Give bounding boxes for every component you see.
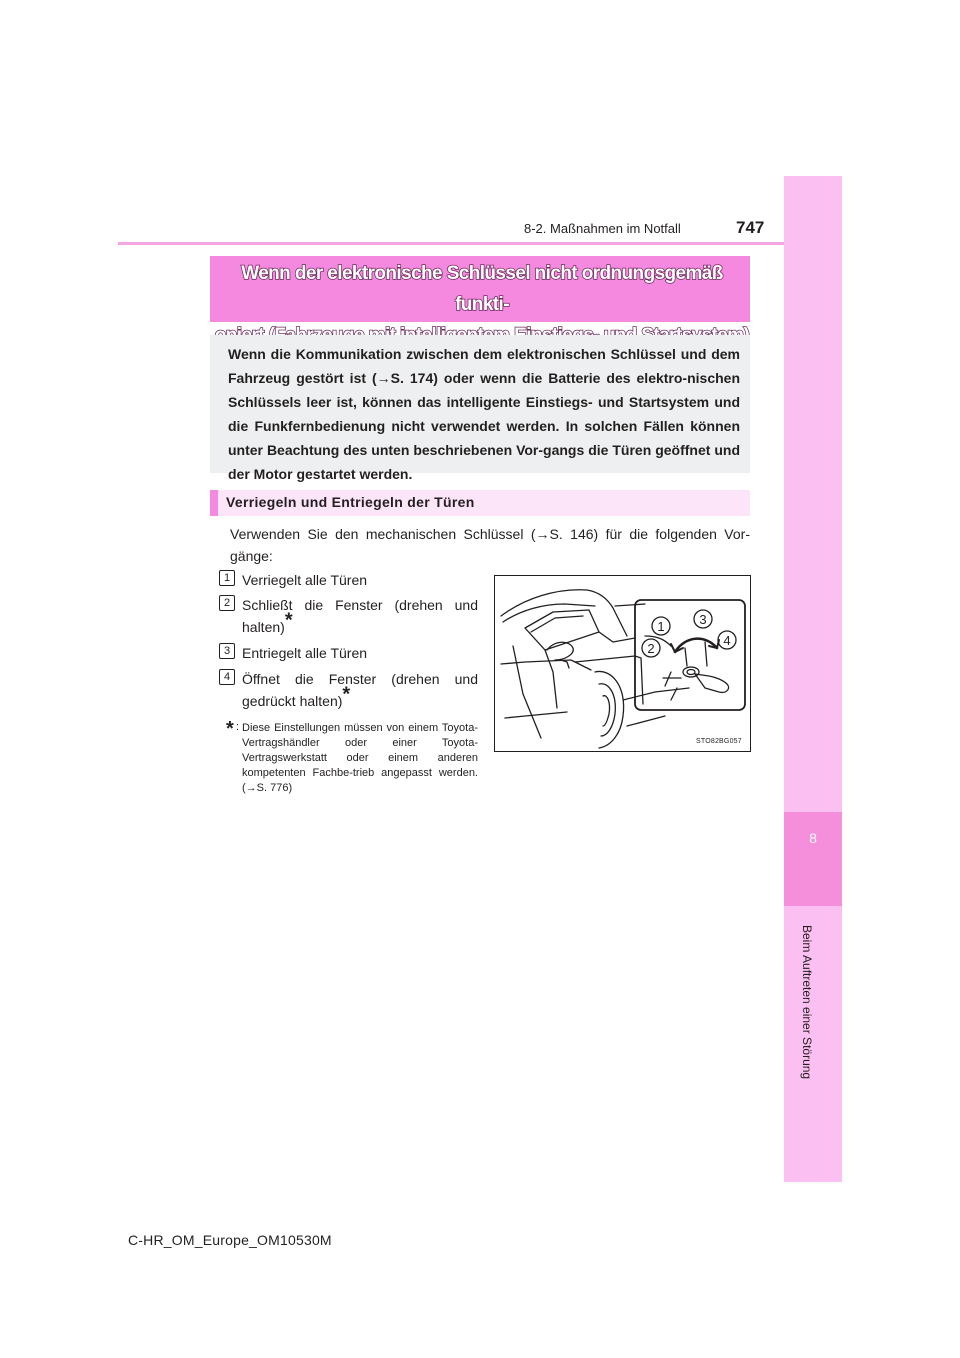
footnote-marker: * [226, 718, 234, 740]
step-text-2 [242, 594, 478, 638]
step-text-3: Entriegelt alle Türen [242, 645, 368, 661]
step-text-4-label: Öffnet die Fenster (drehen und gedrückt halten) [242, 671, 478, 709]
document-footer: C-HR_OM_Europe_OM10530M [128, 1232, 332, 1248]
header-rule [118, 242, 842, 245]
section-label: 8-2. Maßnahmen im Notfall [524, 221, 681, 236]
step-number-1: 1 [219, 570, 235, 586]
callout-2: 2 [647, 641, 655, 656]
page-title-line-1: Wenn der elektronische Schlüssel nicht ordnungsgemäß funkti- [241, 263, 723, 315]
callout-1: 1 [657, 619, 665, 634]
chapter-number: 8 [809, 830, 817, 846]
car-door-lock-drawing [495, 576, 750, 751]
footnote-text: Diese Einstellungen müssen von einem Toyota-Vertragshändler oder einer Toyota-Vertragswerkstatt oder einem anderen kompetenten Fachbe-trieb angepasst werden. (→S. 776) [242, 722, 478, 794]
chapter-title: Beim Auftreten einer Störung [800, 925, 814, 1080]
step-number-4: 4 [219, 669, 235, 685]
body-text: Verwenden Sie den mechanischen Schlüssel (→S. 146) für die folgenden Vor-gänge: [230, 526, 750, 564]
illustration-code: STO82BG057 [696, 738, 742, 745]
subheading: Verriegeln und Entriegeln der Türen [226, 494, 475, 510]
subheading-accent [210, 490, 218, 516]
intro-text: Wenn die Kommunikation zwischen dem elektronischen Schlüssel und dem Fahrzeug gestört ist (→S. 174) oder wenn die Batterie des elektro-nischen Schlüssels leer ist, können das intelligente Einstiegs- und Startsystem und die Funkfernbedienung nicht verwendet werden. In solchen Fällen können unter Beachtung des unten beschriebenen Vor-gangs die Türen geöffnet und der Motor gestartet werden. [228, 346, 740, 482]
asterisk-marker: * [342, 683, 351, 706]
chapter-number-block [784, 812, 842, 906]
footnote-colon: : [236, 721, 240, 733]
step-text-1: Verriegelt alle Türen [242, 572, 368, 588]
step-text-4 [242, 668, 478, 712]
page-number: 747 [736, 218, 765, 237]
step-number-3: 3 [219, 643, 235, 659]
callout-4: 4 [723, 633, 731, 648]
door-key-illustration [494, 575, 751, 752]
callout-3: 3 [699, 612, 707, 627]
step-number-2: 2 [219, 595, 235, 611]
step-text-2-label: Schließt die Fenster (drehen und halten) [242, 597, 478, 635]
asterisk-marker: * [284, 609, 293, 632]
